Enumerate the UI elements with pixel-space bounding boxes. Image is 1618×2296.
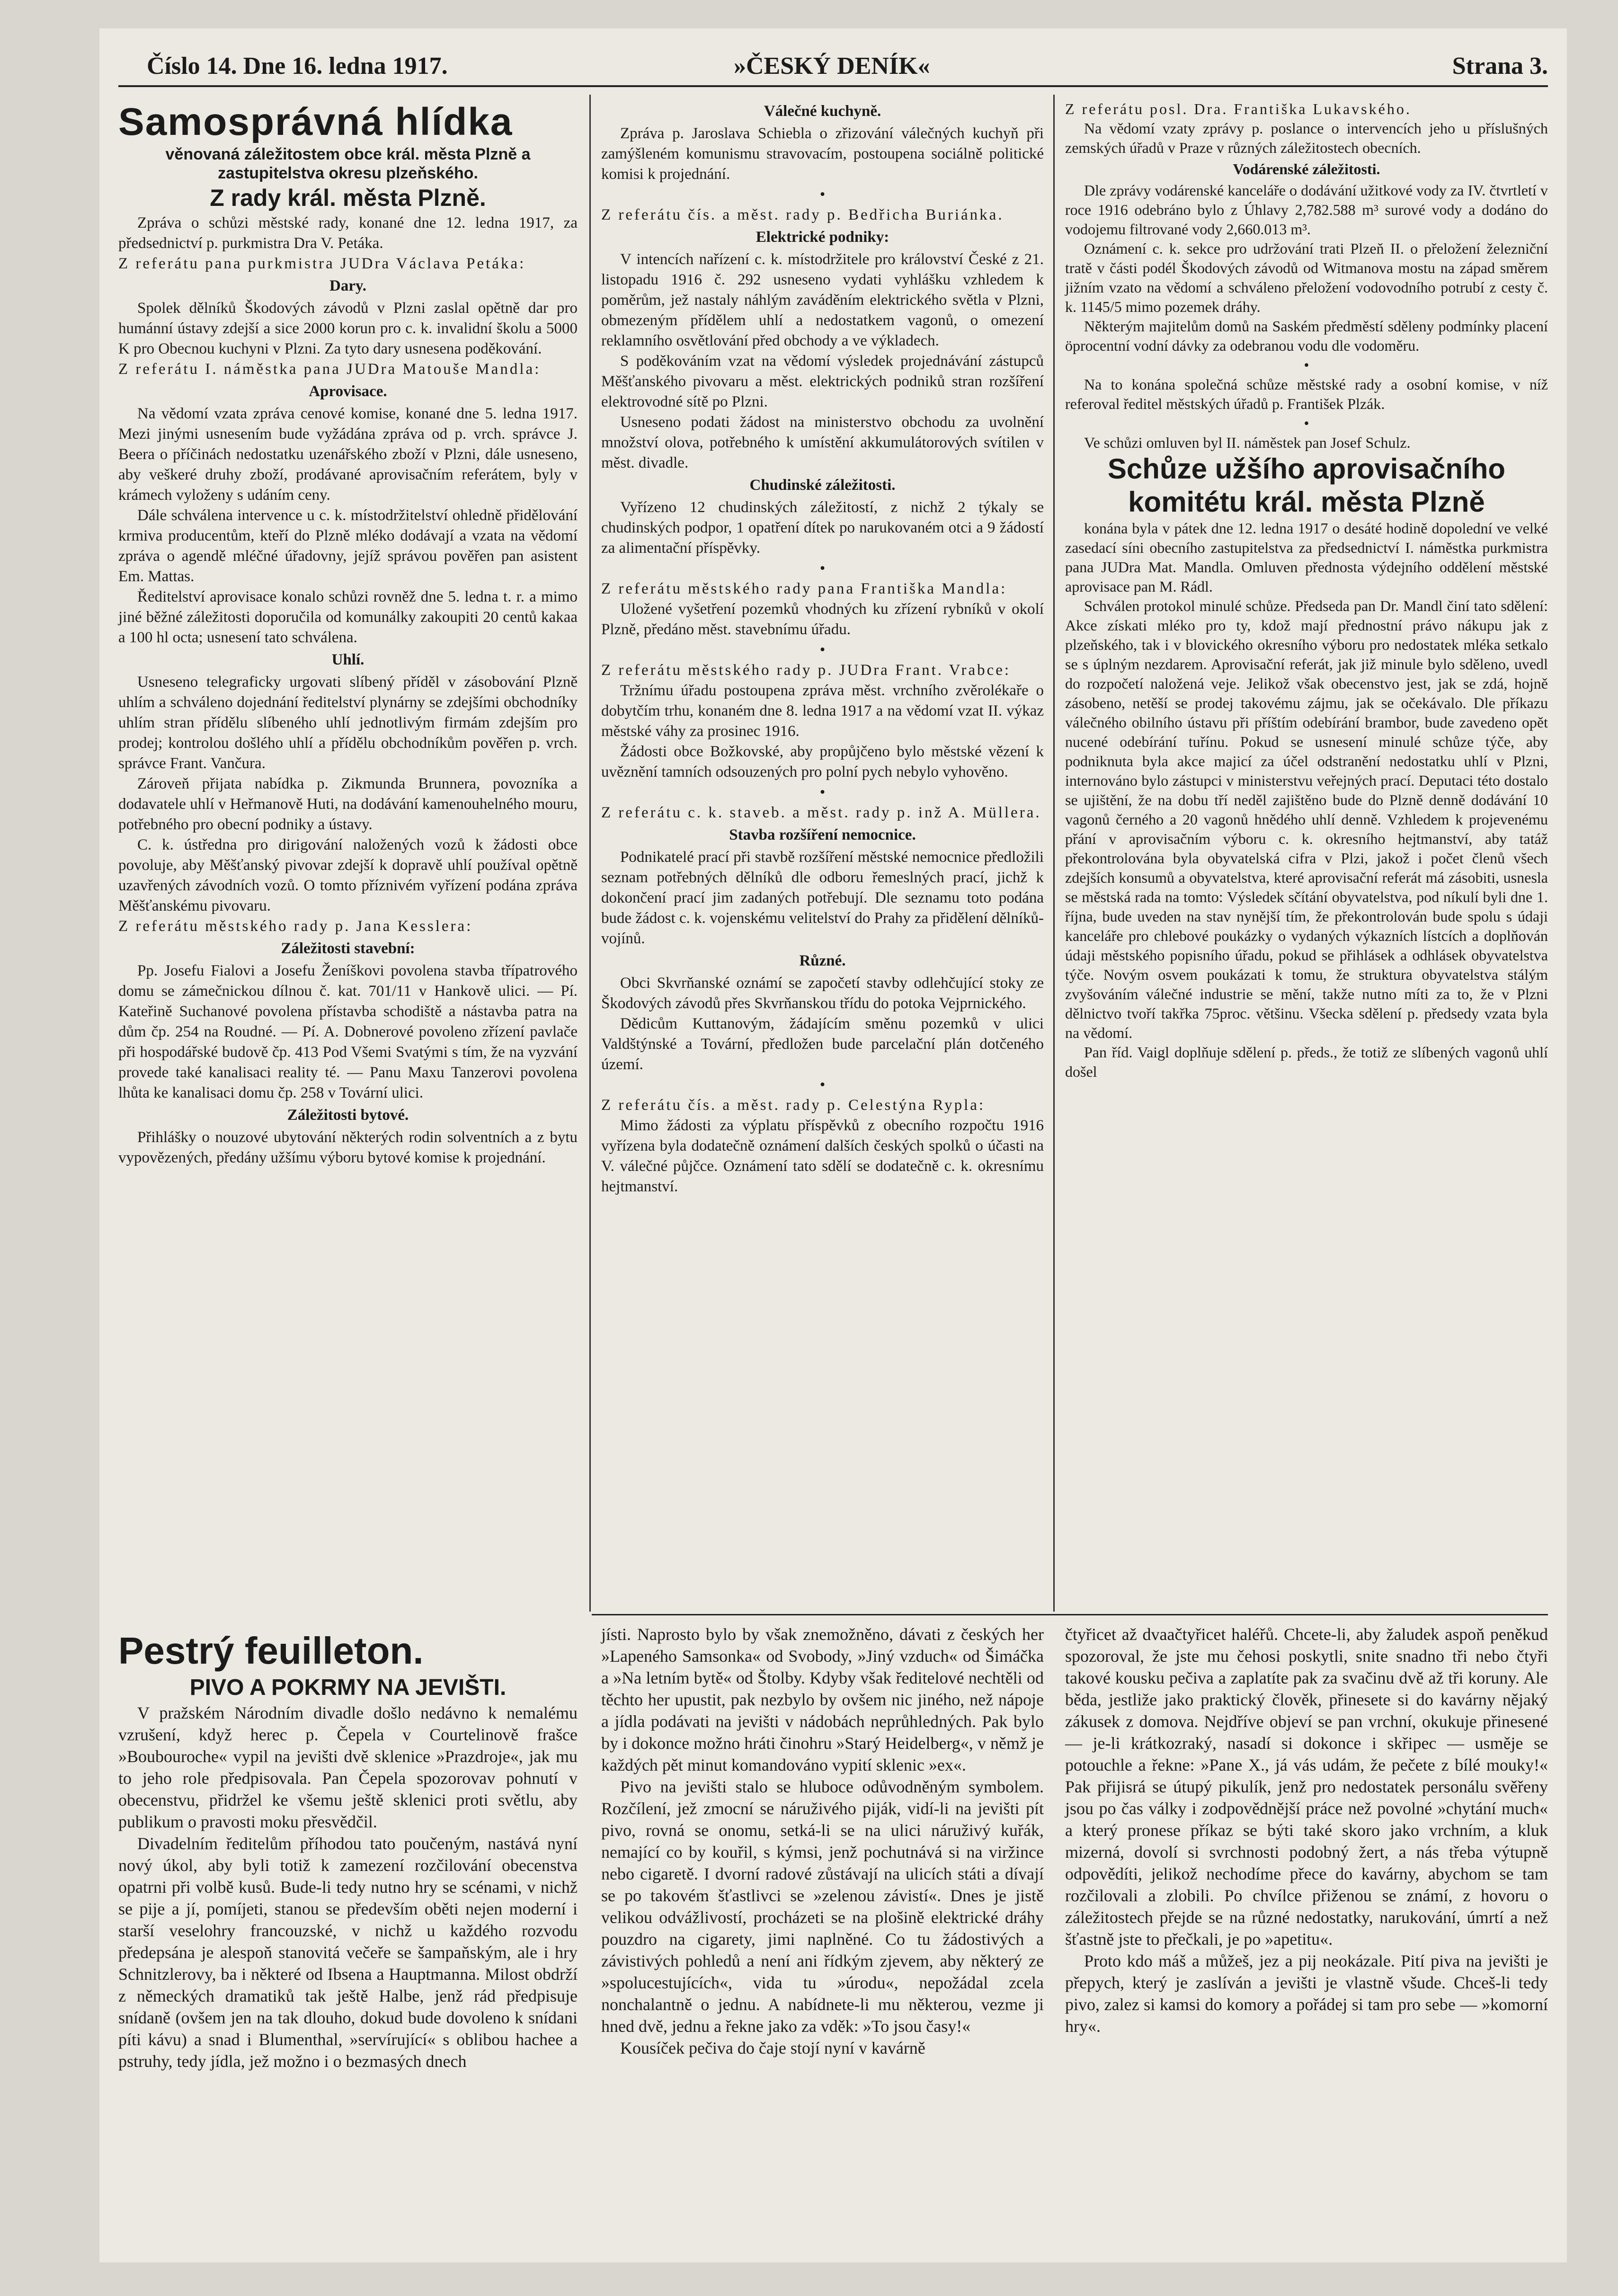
paragraph: Dále schválena intervence u c. k. místodržitelství ohledně přidělování krmiva producentům, kteří do Plzně mléko dodávají a vzata na vědomí zpráva o agendě mléčné úřadovny, jejíž správou pověřen pan asistent Em. Mattas.: [118, 507, 578, 585]
paragraph: Divadelním ředitelům příhodou tato poučeným, nastává nyní nový úkol, aby byli totiž k zamezení rozčilování obecenstva opatrni při volbě kusů. Bude-li tedy nutno hry se scénami, v nichž se pije a jí, pomíjeti, stanou se především oběti nejen moderní i starší veselohry francouzské, v nichž u každého rozvodu předepsána je alespoň stanovitá večeře se šampaňským, ale i hry Schnitzlerovy, ba i některé od Ibsena a Hauptmanna. Milost obdrží z německých dramatiků tak ještě Halbe, jenž rád předpisuje snídaně (ovšem jen na tak dlouho, dokud bude dovoleno k snídani píti kávu) a snad i Blumenthal, »servírující« s oblibou hachee a pstruhy, tedy jídla, jež možno i o bezmasých dnech: [118, 1834, 578, 2071]
paragraph: Zpráva p. Jaroslava Schiebla o zřizování válečných kuchyň při zamýšleném komunismu stravovacím, postoupena sociálně politické komisi k projednání.: [601, 125, 1044, 183]
paragraph: Ve schůzi omluven byl II. náměstek pan Josef Schulz.: [1084, 434, 1411, 451]
paragraph: Usneseno telegraficky urgovati slíbený příděl v zásobování Plzně uhlím a schváleno dojednání ředitelství plynárny se zdejšími obchodníky uhlím stran přídělu slíbeného uhlí jednotlivým firmám zdejším pro prodej; kontrolou došlého uhlí a přídělu obchodníkům pověřen p. vrch. správce Frant. Vančura.: [118, 674, 578, 772]
separator-dot: •: [819, 1076, 826, 1093]
heading-uhli: Uhlí.: [331, 651, 364, 668]
referat-heading: Z referátu c. k. staveb. a měst. rady p. inž A. Müllera.: [601, 804, 1041, 821]
paragraph: Žádosti obce Božkovské, aby propůjčeno bylo městské vězení k uvěznění tamních odsouzených pro polní pych nebylo vyhověno.: [601, 743, 1044, 780]
separator-dot: •: [819, 560, 826, 577]
paragraph: V intencích nařízení c. k. místodržitele pro království České z 21. listopadu 1916 č. 292 usneseno vydati vyhlášku vzhledem k poměrům, jež nastaly náhlým zaváděním elektrického světla v Plzni, obmezeným přídělem uhlí a nedostatkem vagonů, o omezení reklamního osvětlování před obchody a ve výkladech.: [601, 251, 1044, 349]
paragraph: C. k. ústředna pro dirigování naložených vozů k žádosti obce povoluje, aby Měšťanský pivovar zdejší k dopravě uhlí používal opětně uzavřených závodních vozů. O tomto příznivém vyřízení podána zpráva Měšťanskému pivovaru.: [118, 836, 578, 914]
paragraph: Na to konána společná schůze městské rady a osobní komise, v níž referoval ředitel městských úřadů p. František Plzák.: [1065, 376, 1548, 412]
heading-stavba-nemocnice: Stavba rozšíření nemocnice.: [729, 826, 916, 843]
subsection-title: Z rady král. města Plzně.: [210, 185, 486, 211]
paragraph: Proto kdo máš a můžeš, jez a pij neokázale. Pití piva na jevišti je přepych, který je zaslíván a jevišti je vlastně všude. Chceš-li tedy pivo, zalez si kamsi do komory a pořádej si tam pro sebe — »komorní hry«.: [1065, 1951, 1548, 2036]
paragraph: Kousíček pečiva do čaje stojí nyní v kavárně: [620, 2039, 925, 2057]
heading-chudinske: Chudinské záležitosti.: [749, 477, 896, 494]
separator-dot: •: [819, 186, 826, 203]
heading-elektricke-podniky: Elektrické podniky:: [756, 229, 889, 246]
heading-bytove: Záležitosti bytové.: [287, 1107, 409, 1124]
referat-heading: Z referátu I. náměstka pana JUDra Matouše Mandla:: [118, 361, 541, 378]
heading-aprovisace: Aprovisace.: [309, 383, 387, 400]
paragraph: Obci Skvrňanské oznámí se započetí stavby odlehčující stoky ze Škodových závodů přes Skvrňanskou třídu do potoka Vejprnického.: [601, 975, 1044, 1012]
column-2: [601, 99, 1044, 1197]
separator-dot: •: [1304, 415, 1309, 432]
paragraph: Na vědomí vzaty zprávy p. poslance o intervencích jeho u příslušných zemských úřadů v Praze v různých záležitostech obecních.: [1065, 120, 1548, 156]
paragraph: Ředitelství aprovisace konalo schůzi rovněž dne 5. ledna t. r. a mimo jiné běžné záležitosti doporučila od komunálky zakoupiti 20 centů kakaa a 100 hl octa; usnesení tato schválena.: [118, 588, 578, 646]
paragraph: Uložené vyšetření pozemků vhodných ku zřízení rybníků v okolí Plzně, předáno měst. stavebnímu úřadu.: [601, 601, 1044, 638]
referat-heading: Z referátu pana purkmistra JUDra Václava Petáka:: [118, 255, 526, 272]
paragraph: Přihlášky o nouzové ubytování některých rodin solventních a z bytu vypovězených, předány užšímu výboru bytové komise k projednání.: [118, 1129, 578, 1166]
section-title-schuze: Schůze užšího aprovisačního komitétu král. města Plzně: [1107, 453, 1506, 518]
issue-date: Číslo 14. Dne 16. ledna 1917.: [147, 53, 448, 80]
referat-heading: Z referátu čís. a měst. rady p. Celestýna Rypla:: [601, 1097, 986, 1114]
separator-dot: •: [819, 784, 826, 801]
paragraph: Tržnímu úřadu postoupena zpráva měst. vrchního zvěrolékaře o dobytčím trhu, konaném dne 8. ledna 1917 a na vědomí vzat II. výkaz městské váhy za prosinec 1916.: [601, 682, 1044, 740]
paragraph: Pivo na jevišti stalo se hluboce odůvodněným symbolem. Rozčílení, jež zmocní se náruživého piják, vidí-li na jevišti pít pivo, rovná se onomu, setká-li se na ulici náruživý kuřák, nemající co by kouřil, s kýmsi, jenž pochutnává si na viržince nebo cigaretě. I dvorní radové zůstávají na ulicích státi a dívají se po takovém šťastlivci se »zelenou závistí«. Dnes je jistě velikou odvážlivostí, procházeti se na plošině elektrické dráhy pouzdro na cigarety, jimi naplněné. Co tu žádostivých a závistivých pohledů a není ani řídkým zjevem, aby některý ze »spolucestujících«, vida tu »úrodu«, nepožádal zcela nonchalantně o jednu. A nabídnete-li mu některou, vezme ji hned dvě, jednu a řekne jako za vděk: »To jsou časy!«: [601, 1777, 1044, 2036]
column-1: [118, 99, 578, 1168]
column-divider-1: [589, 95, 591, 1612]
heading-ruzne: Různé.: [799, 952, 846, 969]
paragraph: konána byla v pátek dne 12. ledna 1917 o desáté hodině dopolední ve velké zasedací síni obecního zastupitelstva za předsednictví I. náměstka purkmistra pana JUDra Mat. Mandla. Omluven přednosta výdejního oddělení městské aprovisace pan M. Rádl.: [1065, 520, 1548, 595]
heading-stavebni: Záležitosti stavební:: [281, 940, 415, 957]
separator-dot: •: [1304, 356, 1309, 373]
heading-dary: Dary.: [329, 277, 366, 294]
paragraph: Dědicům Kuttanovým, žádajícím směnu pozemků v ulici Valdštýnské a Tovární, předložen bude parcelační plán dotčeného území.: [601, 1015, 1044, 1073]
section-title-samospravna: Samosprávná hlídka: [118, 100, 513, 143]
masthead: [99, 43, 1567, 85]
separator-dot: •: [819, 641, 826, 658]
column-3: [1065, 99, 1548, 1082]
referat-heading: Z referátu městského rady p. JUDra Frant. Vrabce:: [601, 662, 1011, 679]
paragraph: Na vědomí vzata zpráva cenové komise, konané dne 5. ledna 1917. Mezi jinými usnesením bude vyžádána zpráva od p. vrch. správce J. Beera o příčinách nedostatku uzenářského zboží v Plzni, dále usneseno, aby veškeré druhy zboží, prodávané aprovisačním referátem, byly v krámech vyloženy s udáním ceny.: [118, 405, 578, 504]
referat-heading: Z referátu čís. a měst. rady p. Bedřicha Buriánka.: [601, 206, 1004, 223]
referat-heading: Z referátu posl. Dra. Františka Lukavského.: [1065, 100, 1412, 117]
paragraph: Dle zprávy vodárenské kanceláře o dodávání užitkové vody za IV. čtvrtletí v roce 1916 odebráno bylo z Úhlavy 2,782.588 m³ surové vody a dodáno do vodojemu filtrované vody 2,660.013 m³.: [1065, 182, 1548, 238]
newspaper-page: [99, 28, 1567, 2262]
referat-heading: Z referátu městského rady p. Jana Kesslera:: [118, 918, 473, 935]
paragraph: S poděkováním vzat na vědomí výsledek projednávání zástupců Měšťanského pivovaru a měst. elektrických podniků stran rozšíření elektrovodné sítě po Plzni.: [601, 353, 1044, 410]
paragraph: Schválen protokol minulé schůze. Předseda pan Dr. Mandl činí tato sdělení: Akce získati mléko pro ty, kdož mají přednostní právo nákupu jak z plzeňského, tak i v blovického okresního výboru pro nedostatek mléka setkalo se s úplným nezdarem. Aprovisační referát, jak již minule bylo sděleno, uvedl do rozpočetí naložená veje. Jelikož však obecenstvo jest, jak se zdá, hojně zásobeno, netěší se prodej takovému zájmu, jak se očekávalo. Dle příkazu válečného obilního ústavu při příštím odebírání brambor, bude zavedeno opět nucené odebírání tuřínu. Pokud se usnesení minulé schůze týče, aby podniknuta byla akce majicí za účel odstranění nedostatku uhlí v Plzni, internováno bylo zástupci v ministerstvu veřejných prací. Deputaci této dostalo se ujištění, že na dobu tří neděl zajištěno bude do Plzně denně dodávání 10 vagonů černého a 20 vagonů hnědého uhlí denně. Vzhledem k projevenému přání v aprovisačním výboru c. k. okresního hejtmanství, aby tatáž překontrolována byla obyvatelská cifra v Plzi, jakož i počet členů všech zdejších konsumů a obyvatelstva, které aprovisační referát má zásobiti, usnesla se městská rada na tomto: Výsledek sčítání obyvatelstva, pod níkulí byli dne 1. října, bude uveden na stav nynější tím, že překontrolován bude spolu s údaji kanceláře pro chlebové poukázky o vydaných výkazních lístcích a doplňován údaji městského popisního úřadu, pokud se přihlásek a odhlásek obyvatelstva týče. Novým osvem poukázati k tomu, že struktura obyvatelstva stálým zvyšováním válečné industrie se mění, takže nutno míti za to, že v Plzni dělnictvo tvoří takřka 75proc. většinu. Všecka sdělení p. předsedy vzata byla na vědomí.: [1065, 597, 1548, 1041]
paragraph: Podnikatelé prací při stavbě rozšíření městské nemocnice předložili seznam potřebných dělníků dle odboru řemeslných prací, jichž k dokončení prací jim zadaných potřebují. Dle seznamu toto podána bude žádost c. k. vojenskému velitelství do Prahy za přidělení dělníků-vojínů.: [601, 849, 1044, 947]
feuilleton-title: Pestrý feuilleton.: [118, 1630, 424, 1672]
referat-heading: Z referátu městského rady pana Františka Mandla:: [601, 580, 1007, 597]
masthead-rule: [118, 85, 1548, 87]
feuilleton-column-2: [601, 1623, 1044, 2059]
feuilleton-column-3: [1065, 1623, 1548, 2037]
column-divider-2: [1053, 95, 1055, 1612]
paragraph: Pan říd. Vaigl doplňuje sdělení p. předs., že totiž ze slíbených vagonů uhlí došel: [1065, 1044, 1548, 1080]
paragraph: Mimo žádosti za výplatu příspěvků z obecního rozpočtu 1916 vyřízena byla dodatečně oznámení dalších českých spolků o účasti na V. válečné půjčce. Oznámení tato sdělí se dodatečně c. k. okresnímu hejtmanství.: [601, 1117, 1044, 1195]
paragraph: Usneseno podati žádost na ministerstvo obchodu za uvolnění množství olova, potřebného k umístění akkumulátorových svítilen v měst. divadle.: [601, 414, 1044, 471]
paragraph: Zpráva o schůzi městské rady, konané dne 12. ledna 1917, za předsednictví p. purkmistra Dra V. Petáka.: [118, 214, 578, 252]
feuilleton-column-1: [118, 1628, 578, 2072]
feuilleton-rule: [592, 1614, 1548, 1615]
paragraph: V pražském Národním divadle došlo nedávno k nemalému vzrušení, když herec p. Čepela v Courtelinově frašce »Boubouroche« vypil na jevišti dvě sklenice »Prazdroje«, jak mu to jeho role předpisovala. Pan Čepela spozorovav pohnutí v obecenstvu, přidržel ke všemu ještě sklenici proti světlu, aby publikum o pravosti moku přesvědčil.: [118, 1703, 578, 1831]
feuilleton-subtitle: PIVO A POKRMY NA JEVIŠTI.: [189, 1675, 507, 1700]
paragraph: Vyřízeno 12 chudinských záležitostí, z nichž 2 týkaly se chudinských podpor, 1 opatření dítek po narukovaném otci a 9 žádostí za alimentační příspěvky.: [601, 499, 1044, 557]
paragraph: Spolek dělníků Škodových závodů v Plzni zaslal opětně dar pro humánní ústavy zdejší a sice 2000 korun pro c. k. invalidní školu a 5000 K pro Obecnou kuchyni v Plzni. Za tyto dary usnesena poděkování.: [118, 300, 578, 357]
paragraph: jísti. Naprosto bylo by však znemožněno, dávati z českých her »Lapeného Samsonka« od Svobody, »Jiný vzduch« od Šimáčka a »Na letním bytě« od Štolby. Kdyby však ředitelové nechtěli od těchto her upustit, pak nezbylo by ovšem nic jiného, než nápoje a jídla podávati na jevišti v nádobách neprůhledných. Pak bylo by i dokonce možno hráti činohru »Starý Heidelberg«, v němž je každých pět minut komandováno vypití sklenic »ex«.: [601, 1625, 1044, 1774]
page-number: Strana 3.: [1452, 53, 1548, 80]
section-subtitle: věnovaná záležitostem obce král. města Plzně a zastupitelstva okresu plzeňského.: [165, 145, 531, 182]
paragraph: čtyřicet až dvaačtyřicet haléřů. Chcete-li, aby žaludek aspoň peněkud spozoroval, že jste mu čehosi poskytli, snite snadno tři nebo čtyři takové kousku pečiva a zaplatíte pak za svačinu dvě až tři koruny. Ale běda, jestliže jako praktický člověk, přinesete si do kavárny nějaký zákusek z domova. Nejdříve objeví se pan vrchní, okukuje přinesené — je-li krátkozraký, nasadí si dokonce i skřipec — usměje se potouchle a řekne: »Pane X., já vás udám, že pečete z bílé mouky!« Pak přijisrá se útupý pikulík, jenž pro nedostatek personálu svěřeny jsou po čas války i zodpovědnější práce než povolné »chytání much« a který pronese příkaz se býti také skoro jako vrchním, a kluk mizerná, dovolí si svrchnosti podobný žert, a nás třeba výtupně odpovědíti, jelikož nechodíme přece do kavárny, abychom se tam rozčilovali a zlobili. Po chvílce přiženou se známí, z hovoru o záležitostech přejde se na různé nedostatky, narukování, úmrtí a než šťastně jste to přečkali, je po »apetitu«.: [1065, 1625, 1548, 1949]
paragraph: Zároveň přijata nabídka p. Zikmunda Brunnera, povozníka a dodavatele uhlí v Heřmanově Huti, na dodávání kamenouhelného mouru, potřebného pro obecní podniky a ústavy.: [118, 775, 578, 833]
paragraph: Oznámení c. k. sekce pro udržování trati Plzeň II. o přeložení železniční tratě v části podél Škodových závodů od Witmanova mostu na západ směrem jižním vzato na vědomí a schváleno přeložení vodovodního potrubí z cesty č. k. 1145/5 mimo pozemek dráhy.: [1065, 240, 1548, 315]
paragraph: Některým majitelům domů na Saském předměstí sděleny podmínky placení öprocentní vodní dávky za odebranou vodu dle vodoměru.: [1065, 318, 1548, 354]
heading-valecne-kuchyne: Válečné kuchyně.: [764, 103, 881, 120]
newspaper-name: »ČESKÝ DENÍK«: [734, 53, 930, 80]
paragraph: Pp. Josefu Fialovi a Josefu Ženíškovi povolena stavba třípatrového domu se zámečnickou dílnou č. kat. 701/11 v Hankově ulici. — Pí. Kateřině Suchanové povolena přístavba schodiště a nástavba patra na dům čp. 254 na Roudné. — Pí. A. Dobnerové povoleno zřízení pavlače při hospodářské budově čp. 413 Pod Všemi Svatými s tím, že na vyzvání provede také kanalisaci reality té. — Panu Maxu Tanzerovi povolena lhůta ke kanalisaci domu čp. 258 v Tovární ulici.: [118, 962, 578, 1101]
heading-vodarenske: Vodárenské záležitosti.: [1233, 160, 1380, 177]
